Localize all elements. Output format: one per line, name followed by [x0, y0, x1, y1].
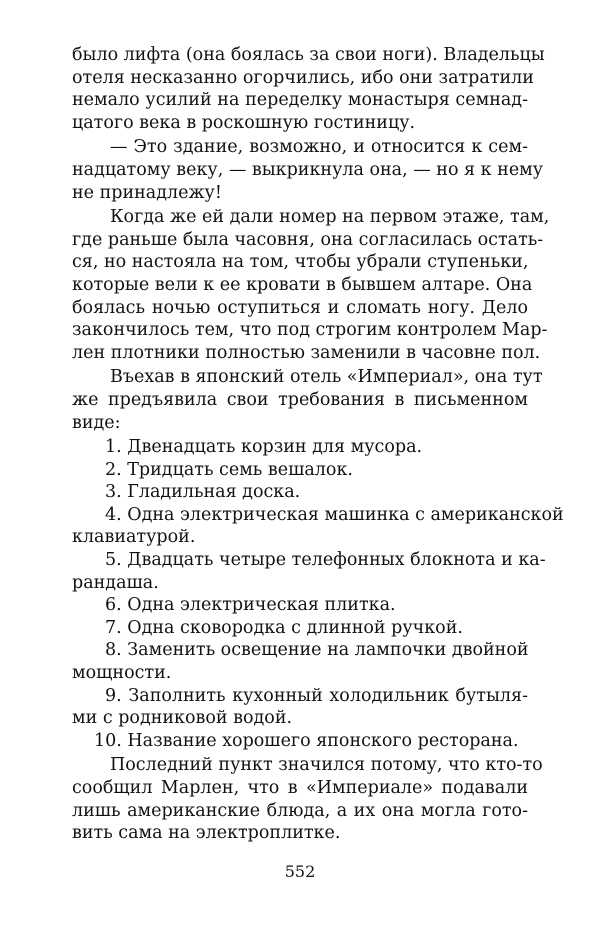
text-line: Въехав в японский отель «Империал», она тут: [110, 367, 543, 388]
text-line: же предъявила свои требования в письменном: [72, 389, 528, 410]
list-item: 10. Название хорошего японского ресторана.: [94, 730, 519, 751]
text-line: Когда же ей дали номер на первом этаже, там,: [110, 207, 550, 228]
text-line: лишь американские блюда, а их она могла гото-: [72, 800, 528, 821]
text-line: которые вели к ее кровати в бывшем алтаре. Она: [72, 274, 533, 295]
text-line: — Это здание, возможно, и относится к сем-: [110, 137, 528, 158]
text-line: ся, но настояла на том, чтобы убрали ступеньки,: [72, 252, 529, 273]
text-line: отеля несказанно огорчились, ибо они затратили: [72, 67, 534, 88]
list-item: 4. Одна электрическая машинка с американской: [105, 504, 564, 525]
text-line: вить сама на электроплитке.: [72, 823, 341, 844]
list-item: 6. Одна электрическая плитка.: [105, 595, 396, 616]
list-item: 7. Одна сковородка с длинной ручкой.: [105, 617, 463, 638]
text-line: немало усилий на переделку монастыря семнад-: [72, 90, 528, 111]
list-item: 5. Двадцать четыре телефонных блокнота и ка-: [105, 550, 546, 571]
list-item: 2. Тридцать семь вешалок.: [105, 459, 353, 480]
text-line: закончилось тем, что под строгим контролем Мар-: [72, 320, 548, 341]
list-item: 8. Заменить освещение на лампочки двойной: [105, 640, 529, 661]
list-item-continuation: клавиатурой.: [72, 527, 196, 548]
text-line: лен плотники полностью заменили в часовне пол.: [72, 342, 541, 363]
text-line: боялась ночью оступиться и сломать ногу. Дело: [72, 297, 528, 318]
text-line: было лифта (она боялась за свои ноги). Владельцы: [72, 45, 545, 65]
text-line: не принадлежу!: [72, 182, 222, 203]
list-item-continuation: рандаша.: [72, 572, 159, 593]
text-line: Последний пункт значился потому, что кто-то: [110, 755, 543, 776]
text-line: где раньше была часовня, она согласилась остать-: [72, 229, 544, 250]
text-line: надцатому веку, — выкрикнула она, — но я к нему: [72, 159, 544, 180]
text-line: цатого века в роскошную гостиницу.: [72, 112, 416, 133]
page-number: 552: [284, 862, 316, 881]
list-item: 1. Двенадцать корзин для мусора.: [105, 437, 423, 458]
page-body: [72, 44, 564, 845]
list-item: 3. Гладильная доска.: [105, 482, 301, 503]
text-line: виде:: [72, 412, 121, 433]
text-line: сообщил Марлен, что в «Империале» подавали: [72, 778, 528, 798]
list-item: 9. Заполнить кухонный холодильник бутыля-: [105, 685, 528, 706]
list-item-continuation: мощности.: [72, 663, 172, 684]
list-item-continuation: ми с родниковой водой.: [72, 708, 293, 729]
